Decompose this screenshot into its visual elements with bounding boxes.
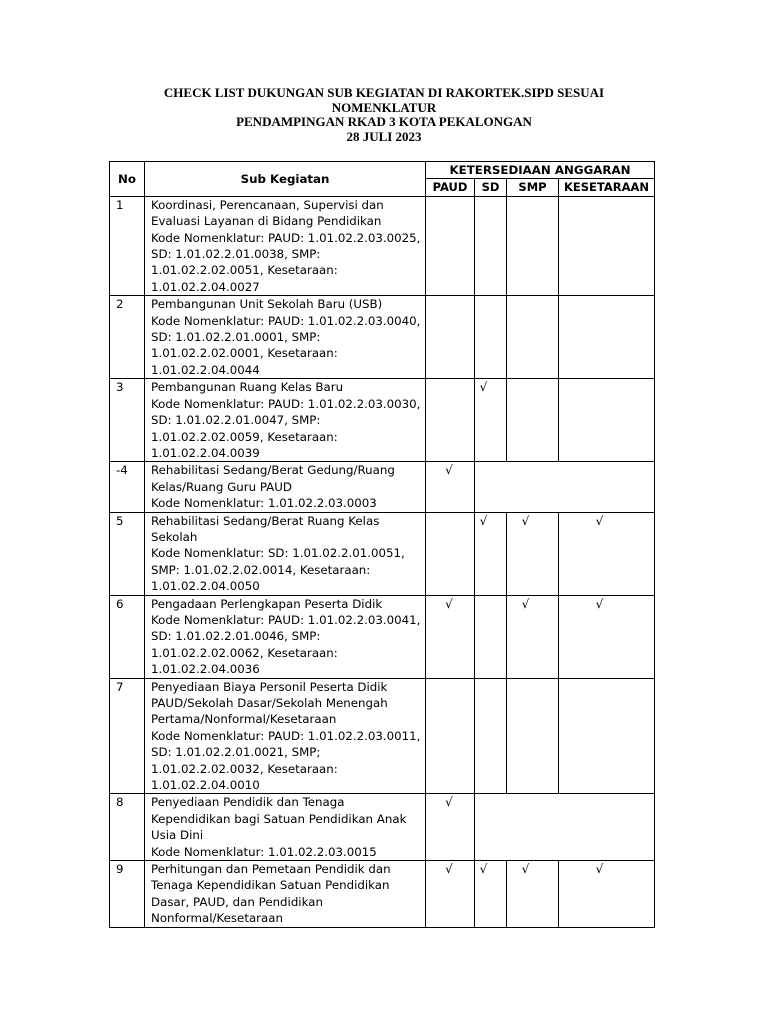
- check-mark-icon: √: [595, 596, 604, 611]
- check-cell-kes: [559, 861, 655, 928]
- table-row: [110, 512, 655, 595]
- sub-kegiatan-line: Pembangunan Unit Sekolah Baru (USB): [151, 297, 383, 312]
- check-mark-icon: √: [521, 513, 530, 528]
- check-mark-icon: √: [521, 862, 530, 877]
- check-cell-sd: [475, 595, 507, 678]
- check-mark-icon: √: [521, 596, 530, 611]
- sub-kegiatan-line: 1.01.02.2.04.0044: [151, 362, 260, 377]
- sub-kegiatan-line: Usia Dini: [151, 828, 204, 843]
- row-number: 7: [110, 678, 145, 794]
- sub-kegiatan-cell: [145, 595, 426, 678]
- sub-kegiatan-line: Kode Nomenklatur: SD: 1.01.02.2.01.0051,: [151, 546, 405, 561]
- sub-kegiatan-cell: [145, 196, 426, 295]
- sub-kegiatan-line: Sekolah: [151, 529, 198, 544]
- sub-kegiatan-line: Kode Nomenklatur: PAUD: 1.01.02.2.03.0041,: [151, 612, 421, 627]
- sub-kegiatan-line: Perhitungan dan Pemetaan Pendidik dan: [151, 862, 391, 877]
- check-cell-paud: [426, 462, 475, 512]
- sub-kegiatan-cell: [145, 794, 426, 861]
- row-number: 8: [110, 794, 145, 861]
- sub-kegiatan-cell: [145, 678, 426, 794]
- header-kesetaraan: KESETARAAN: [559, 179, 655, 196]
- check-cell-sd: [475, 196, 507, 295]
- sub-kegiatan-cell: [145, 512, 426, 595]
- sub-kegiatan-cell: [145, 861, 426, 928]
- check-mark-icon: √: [595, 862, 604, 877]
- header-ketersediaan-anggaran: KETERSEDIAAN ANGGARAN: [426, 162, 655, 179]
- sub-kegiatan-cell: [145, 296, 426, 379]
- sub-kegiatan-line: Kode Nomenklatur: 1.01.02.2.03.0003: [151, 496, 377, 511]
- sub-kegiatan-line: Kode Nomenklatur: PAUD: 1.01.02.2.03.0040,: [151, 313, 421, 328]
- check-cell-kes: [559, 512, 655, 595]
- sub-kegiatan-line: 1.01.02.2.02.0059, Kesetaraan:: [151, 429, 338, 444]
- table-row: [110, 794, 655, 861]
- table-body: [110, 196, 655, 927]
- sub-kegiatan-line: Kelas/Ruang Guru PAUD: [151, 479, 292, 494]
- heading-line-3: PENDAMPINGAN RKAD 3 KOTA PEKALONGAN: [236, 114, 532, 129]
- sub-kegiatan-line: Penyediaan Pendidik dan Tenaga: [151, 795, 345, 810]
- check-cell-smp: [507, 861, 559, 928]
- sub-kegiatan-line: Nonformal/Kesetaraan: [151, 911, 283, 926]
- check-mark-icon: √: [479, 862, 488, 877]
- header-smp: SMP: [507, 179, 559, 196]
- sub-kegiatan-line: Koordinasi, Perencanaan, Supervisi dan: [151, 197, 384, 212]
- merged-empty-cell: [475, 794, 655, 861]
- check-cell-paud: [426, 678, 475, 794]
- check-cell-smp: [507, 196, 559, 295]
- check-cell-paud: [426, 196, 475, 295]
- check-cell-smp: [507, 296, 559, 379]
- check-cell-kes: [559, 196, 655, 295]
- check-cell-sd: [475, 512, 507, 595]
- table-row: [110, 861, 655, 928]
- sub-kegiatan-line: 1.01.02.2.02.0001, Kesetaraan:: [151, 346, 338, 361]
- sub-kegiatan-line: Kode Nomenklatur: PAUD: 1.01.02.2.03.0030,: [151, 396, 421, 411]
- check-cell-paud: [426, 794, 475, 861]
- check-cell-paud: [426, 595, 475, 678]
- check-cell-kes: [559, 296, 655, 379]
- heading-line-4: 28 JULI 2023: [346, 128, 422, 144]
- document-heading: [0, 86, 768, 144]
- table-row: [110, 296, 655, 379]
- sub-kegiatan-line: SD: 1.01.02.2.01.0047, SMP:: [151, 413, 321, 428]
- check-mark-icon: √: [445, 596, 453, 611]
- header-sd: SD: [475, 179, 507, 196]
- sub-kegiatan-line: 1.01.02.2.04.0027: [151, 279, 260, 294]
- check-cell-paud: [426, 296, 475, 379]
- row-number: 2: [110, 296, 145, 379]
- sub-kegiatan-line: Evaluasi Layanan di Bidang Pendidikan: [151, 214, 382, 229]
- check-cell-smp: [507, 379, 559, 462]
- sub-kegiatan-line: Kependidikan bagi Satuan Pendidikan Anak: [151, 811, 407, 826]
- check-mark-icon: √: [445, 862, 453, 877]
- check-cell-paud: [426, 512, 475, 595]
- sub-kegiatan-line: 1.01.02.2.02.0051, Kesetaraan:: [151, 263, 338, 278]
- sub-kegiatan-line: SMP: 1.01.02.2.02.0014, Kesetaraan:: [151, 562, 371, 577]
- check-cell-smp: [507, 678, 559, 794]
- sub-kegiatan-line: 1.01.02.2.04.0010: [151, 778, 260, 793]
- table-row: [110, 379, 655, 462]
- check-mark-icon: √: [445, 795, 453, 810]
- sub-kegiatan-line: PAUD/Sekolah Dasar/Sekolah Menengah: [151, 696, 388, 710]
- sub-kegiatan-line: SD: 1.01.02.2.01.0001, SMP:: [151, 330, 321, 345]
- sub-kegiatan-line: 1.01.02.2.04.0039: [151, 445, 260, 460]
- header-paud: PAUD: [426, 179, 475, 196]
- check-cell-kes: [559, 379, 655, 462]
- check-cell-smp: [507, 512, 559, 595]
- row-number: -4: [110, 462, 145, 512]
- merged-empty-cell: [475, 462, 655, 512]
- row-number: 5: [110, 512, 145, 595]
- check-mark-icon: √: [479, 380, 488, 395]
- check-cell-sd: [475, 379, 507, 462]
- sub-kegiatan-line: Kode Nomenklatur: 1.01.02.2.03.0015: [151, 844, 377, 859]
- sub-kegiatan-line: 1.01.02.2.04.0050: [151, 579, 260, 594]
- sub-kegiatan-line: SD: 1.01.02.2.01.0021, SMP;: [151, 745, 321, 760]
- table-row: [110, 595, 655, 678]
- sub-kegiatan-line: Rehabilitasi Sedang/Berat Ruang Kelas: [151, 513, 380, 528]
- sub-kegiatan-line: Pengadaan Perlengkapan Peserta Didik: [151, 596, 383, 611]
- row-number: 1: [110, 196, 145, 295]
- row-number: 9: [110, 861, 145, 928]
- check-cell-kes: [559, 678, 655, 794]
- checklist-table: [109, 161, 655, 928]
- check-mark-icon: √: [595, 513, 604, 528]
- sub-kegiatan-line: SD: 1.01.02.2.01.0046, SMP:: [151, 629, 321, 644]
- table-row: [110, 196, 655, 295]
- sub-kegiatan-line: Pembangunan Ruang Kelas Baru: [151, 380, 344, 395]
- table-row: [110, 678, 655, 794]
- check-cell-sd: [475, 296, 507, 379]
- sub-kegiatan-line: 1.01.02.2.04.0036: [151, 662, 260, 677]
- sub-kegiatan-line: Kode Nomenklatur: PAUD: 1.01.02.2.03.0011,: [151, 728, 421, 743]
- check-cell-paud: [426, 861, 475, 928]
- sub-kegiatan-line: Pertama/Nonformal/Kesetaraan: [151, 712, 337, 727]
- check-cell-paud: [426, 379, 475, 462]
- header-no: No: [110, 162, 145, 197]
- row-number: 3: [110, 379, 145, 462]
- header-sub-kegiatan: Sub Kegiatan: [145, 162, 426, 197]
- sub-kegiatan-cell: [145, 462, 426, 512]
- check-cell-sd: [475, 678, 507, 794]
- sub-kegiatan-line: SD: 1.01.02.2.01.0038, SMP:: [151, 247, 321, 262]
- heading-line-2: NOMENKLATUR: [331, 99, 437, 115]
- sub-kegiatan-line: Dasar, PAUD, dan Pendidikan: [151, 894, 323, 909]
- check-cell-kes: [559, 595, 655, 678]
- sub-kegiatan-line: Penyediaan Biaya Personil Peserta Didik: [151, 679, 388, 694]
- sub-kegiatan-line: Kode Nomenklatur: PAUD: 1.01.02.2.03.0025,: [151, 230, 421, 245]
- sub-kegiatan-line: 1.01.02.2.02.0032, Kesetaraan:: [151, 761, 338, 776]
- check-cell-sd: [475, 861, 507, 928]
- sub-kegiatan-cell: [145, 379, 426, 462]
- row-number: 6: [110, 595, 145, 678]
- check-cell-smp: [507, 595, 559, 678]
- sub-kegiatan-line: 1.01.02.2.02.0062, Kesetaraan:: [151, 645, 338, 660]
- check-mark-icon: √: [479, 513, 488, 528]
- heading-line-1: CHECK LIST DUKUNGAN SUB KEGIATAN DI RAKORTEK.SIPD SESUAI: [163, 85, 605, 100]
- table-row: [110, 462, 655, 512]
- sub-kegiatan-line: Rehabilitasi Sedang/Berat Gedung/Ruang: [151, 463, 395, 478]
- sub-kegiatan-line: Tenaga Kependidikan Satuan Pendidikan: [151, 878, 390, 893]
- check-mark-icon: √: [445, 463, 453, 478]
